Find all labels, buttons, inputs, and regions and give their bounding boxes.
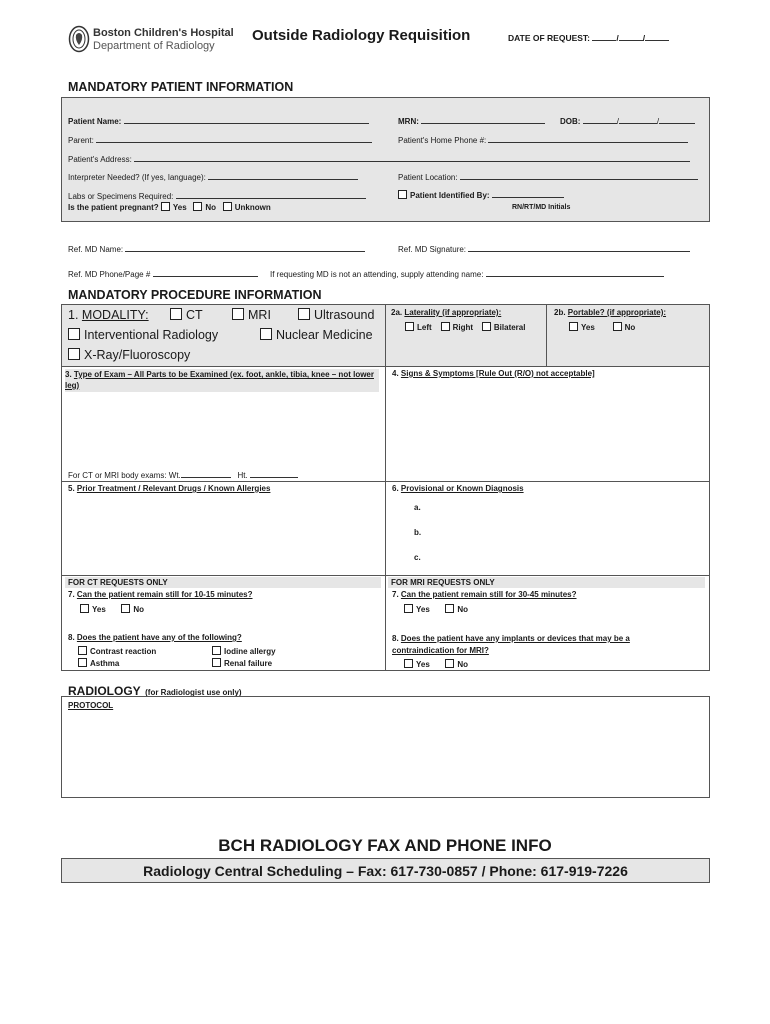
xray-label: X-Ray/Fluoroscopy: [84, 348, 191, 362]
laterality-heading: [391, 308, 501, 317]
procedure-box: [61, 304, 710, 671]
labs-field[interactable]: [68, 190, 366, 201]
pregnant-no-label: No: [205, 203, 217, 212]
mri-only-banner: FOR MRI REQUESTS ONLY: [388, 577, 705, 588]
home-phone-label: Patient's Home Phone #:: [398, 136, 487, 145]
parent-field[interactable]: [68, 134, 372, 145]
protocol-label: PROTOCOL: [68, 701, 114, 710]
mri-q8-options: [404, 659, 468, 669]
identified-by-label: Patient Identified By:: [410, 191, 490, 200]
laterality-divider: [546, 305, 547, 366]
interpreter-field[interactable]: [68, 171, 358, 182]
date-of-request[interactable]: DATE OF REQUEST: / /: [508, 32, 669, 43]
mri-q8-label-line2: contraindication for MRI?: [392, 646, 489, 655]
form-title: Outside Radiology Requisition: [252, 27, 471, 44]
row-divider-1: [62, 366, 709, 367]
exam-type-label: Type of Exam – All Parts to be Examined (ex. foot, ankle, tibia, knee – not lower leg): [65, 370, 374, 390]
modality-label: MODALITY:: [81, 308, 149, 322]
interventional-label: Interventional Radiology: [84, 328, 219, 342]
ct-still-yes-checkbox[interactable]: [80, 604, 89, 613]
mrn-field[interactable]: [398, 115, 545, 126]
row-divider-2: [62, 481, 709, 482]
xray-checkbox[interactable]: [68, 348, 80, 360]
left-label: Left: [417, 323, 432, 332]
department-name: Department of Radiology: [93, 40, 215, 52]
implants-yes-label: Yes: [416, 660, 430, 669]
protocol-box[interactable]: [61, 696, 710, 798]
ct-q7: [68, 590, 253, 599]
modality-interventional[interactable]: [68, 328, 218, 342]
ct-q7-label: Can the patient remain still for 10-15 minutes?: [76, 590, 253, 599]
diagnosis-item-b[interactable]: b.: [414, 528, 422, 537]
portable-label: Portable? (if appropriate):: [567, 308, 667, 317]
implants-no-checkbox[interactable]: [445, 659, 454, 668]
radiology-subtitle: (for Radiologist use only): [145, 688, 242, 697]
scheduling-info: Radiology Central Scheduling – Fax: 617-730-0857 / Phone: 617-919-7226: [143, 863, 628, 879]
signs-label: Signs & Symptoms [Rule Out (R/O) not acceptable]: [400, 369, 595, 378]
contrast-reaction-checkbox[interactable]: [78, 646, 87, 655]
asthma-label: Asthma: [90, 659, 120, 668]
modality-ultrasound[interactable]: [298, 308, 374, 322]
signs-symptoms-input[interactable]: [388, 383, 706, 479]
pregnant-no-checkbox[interactable]: [193, 202, 202, 211]
initials-label: RN/RT/MD Initials: [512, 204, 571, 211]
patient-info-box: [61, 97, 710, 222]
portable-options: [569, 322, 635, 332]
modality-row-1: [68, 308, 149, 322]
ct-q7-options: [80, 604, 144, 614]
modality-mri[interactable]: [232, 308, 271, 322]
implants-no-label: No: [457, 660, 469, 669]
identified-by-checkbox[interactable]: [398, 190, 407, 199]
portable-number: 2b.: [554, 308, 566, 317]
exam-type-input[interactable]: [65, 393, 381, 467]
attending-note-label: If requesting MD is not an attending, supply attending name:: [270, 270, 484, 279]
ref-md-signature-label: Ref. MD Signature:: [398, 245, 467, 254]
mri-still-yes-label: Yes: [416, 605, 430, 614]
mri-q8: [392, 633, 630, 657]
diagnosis-number: 6.: [392, 484, 399, 493]
ref-md-name-field[interactable]: [68, 243, 365, 254]
laterality-options: [405, 322, 525, 332]
dob-label: DOB:: [560, 117, 581, 126]
mrn-label: MRN:: [398, 117, 419, 126]
ultrasound-checkbox[interactable]: [298, 308, 310, 320]
implants-yes-checkbox[interactable]: [404, 659, 413, 668]
patient-info-heading: MANDATORY PATIENT INFORMATION: [68, 80, 294, 94]
renal-failure-checkbox[interactable]: [212, 658, 221, 667]
signs-symptoms-heading: [392, 369, 595, 378]
diagnosis-item-c[interactable]: c.: [414, 553, 421, 562]
asthma-checkbox[interactable]: [78, 658, 87, 667]
portable-yes-checkbox[interactable]: [569, 322, 578, 331]
hospital-logo: [68, 25, 234, 55]
interventional-checkbox[interactable]: [68, 328, 80, 340]
right-checkbox[interactable]: [441, 322, 450, 331]
mri-q7-number: 7.: [392, 590, 399, 599]
diagnosis-label: Provisional or Known Diagnosis: [400, 484, 524, 493]
location-field[interactable]: [398, 171, 698, 182]
ref-md-phone-label: Ref. MD Phone/Page #: [68, 270, 151, 279]
patient-name-field[interactable]: [68, 115, 369, 126]
prior-treatment-heading: [68, 484, 270, 493]
dob-field[interactable]: DOB: / /: [560, 115, 695, 126]
modality-xray[interactable]: [68, 348, 190, 362]
footer-title: BCH RADIOLOGY FAX AND PHONE INFO: [218, 836, 552, 855]
iodine-allergy-option[interactable]: [212, 646, 276, 656]
height-label: Ht.: [237, 471, 248, 480]
mri-still-no-label: No: [457, 605, 469, 614]
hospital-name: Boston Children's Hospital: [93, 27, 234, 39]
renal-failure-option[interactable]: [212, 658, 272, 668]
ct-q8: [68, 633, 242, 642]
modality-number: 1.: [68, 308, 79, 322]
mri-q7: [392, 590, 577, 599]
nuclear-checkbox[interactable]: [260, 328, 272, 340]
pregnant-unknown-label: Unknown: [234, 203, 271, 212]
modality-ct[interactable]: [170, 308, 203, 322]
iodine-allergy-label: Iodine allergy: [224, 647, 276, 656]
asthma-option[interactable]: [78, 658, 119, 668]
prior-treatment-input[interactable]: [65, 497, 381, 573]
mri-q8-number: 8.: [392, 634, 399, 643]
laterality-label: Laterality (if appropriate):: [404, 308, 502, 317]
labs-label: Labs or Specimens Required:: [68, 192, 174, 201]
prior-treatment-label: Prior Treatment / Relevant Drugs / Known Allergies: [76, 484, 271, 493]
patient-name-label: Patient Name:: [68, 117, 122, 126]
home-phone-field[interactable]: [398, 134, 688, 145]
pregnant-yes-label: Yes: [172, 203, 187, 212]
exam-number: 3.: [65, 370, 72, 379]
right-label: Right: [452, 323, 473, 332]
prior-number: 5.: [68, 484, 75, 493]
ct-q8-label: Does the patient have any of the following?: [76, 633, 242, 642]
mri-still-yes-checkbox[interactable]: [404, 604, 413, 613]
ct-q7-number: 7.: [68, 590, 75, 599]
portable-no-label: No: [624, 323, 636, 332]
contrast-reaction-option[interactable]: [78, 646, 156, 656]
scheduling-box: [61, 858, 710, 883]
modality-nuclear[interactable]: [260, 328, 373, 342]
bilateral-checkbox[interactable]: [482, 322, 491, 331]
weight-height-field[interactable]: [68, 469, 298, 480]
bilateral-label: Bilateral: [493, 323, 526, 332]
attending-name-field[interactable]: [270, 268, 664, 279]
ref-md-phone-field[interactable]: [68, 268, 258, 279]
portable-no-checkbox[interactable]: [613, 322, 622, 331]
portable-yes-label: Yes: [581, 323, 595, 332]
column-divider: [385, 305, 386, 670]
portable-heading: [554, 308, 666, 317]
exam-type-heading: [65, 369, 379, 392]
ref-md-signature-field[interactable]: [398, 243, 690, 254]
ct-checkbox[interactable]: [170, 308, 182, 320]
parent-label: Parent:: [68, 136, 94, 145]
row-divider-3: [62, 575, 709, 576]
ct-mri-weight-label: For CT or MRI body exams: Wt.: [68, 471, 181, 480]
mri-q7-label: Can the patient remain still for 30-45 minutes?: [400, 590, 577, 599]
date-of-request-label: DATE OF REQUEST:: [508, 33, 591, 43]
mri-label: MRI: [248, 308, 271, 322]
diagnosis-item-a[interactable]: a.: [414, 503, 421, 512]
ct-still-yes-label: Yes: [92, 605, 106, 614]
hospital-seal-icon: [68, 25, 90, 53]
mri-q7-options: [404, 604, 468, 614]
ct-only-banner: FOR CT REQUESTS ONLY: [65, 577, 381, 588]
procedure-info-heading: MANDATORY PROCEDURE INFORMATION: [68, 288, 322, 302]
mri-q8-label-line1: Does the patient have any implants or devices that may be a: [400, 634, 630, 643]
ct-q8-number: 8.: [68, 633, 75, 642]
ct-still-no-checkbox[interactable]: [121, 604, 130, 613]
diagnosis-heading: [392, 484, 524, 493]
ref-md-name-label: Ref. MD Name:: [68, 245, 124, 254]
mri-still-no-checkbox[interactable]: [445, 604, 454, 613]
iodine-allergy-checkbox[interactable]: [212, 646, 221, 655]
left-checkbox[interactable]: [405, 322, 414, 331]
ct-still-no-label: No: [133, 605, 145, 614]
pregnant-yes-checkbox[interactable]: [161, 202, 170, 211]
radiology-title: RADIOLOGY: [68, 684, 141, 698]
address-label: Patient's Address:: [68, 155, 132, 164]
laterality-number: 2a.: [391, 308, 403, 317]
interpreter-label: Interpreter Needed? (If yes, language):: [68, 173, 206, 182]
mri-checkbox[interactable]: [232, 308, 244, 320]
location-label: Patient Location:: [398, 173, 458, 182]
pregnant-label: Is the patient pregnant?: [68, 203, 159, 212]
contrast-reaction-label: Contrast reaction: [90, 647, 157, 656]
pregnant-unknown-checkbox[interactable]: [223, 202, 232, 211]
ultrasound-label: Ultrasound: [314, 308, 375, 322]
identified-by-field[interactable]: [398, 189, 564, 200]
renal-failure-label: Renal failure: [224, 659, 273, 668]
nuclear-label: Nuclear Medicine: [276, 328, 373, 342]
ct-label: CT: [186, 308, 203, 322]
signs-number: 4.: [392, 369, 399, 378]
pregnancy-question: [68, 202, 271, 212]
address-field[interactable]: [68, 153, 690, 164]
